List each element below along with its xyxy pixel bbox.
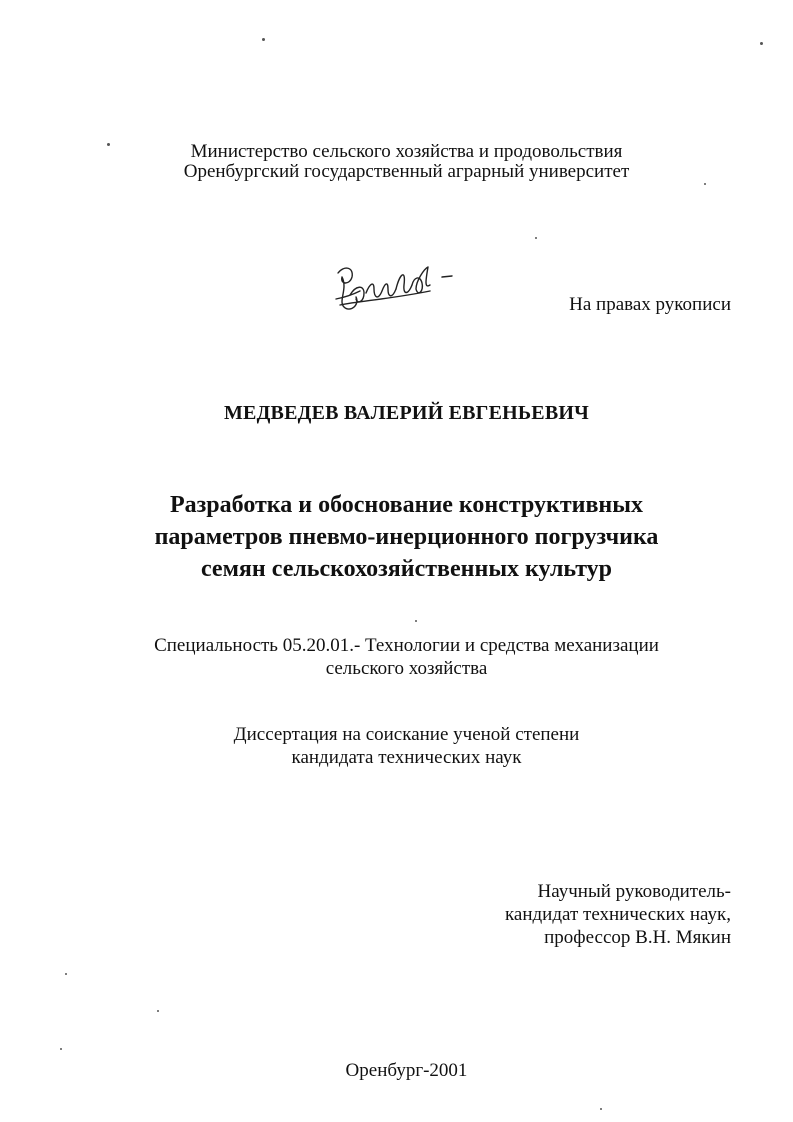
university-line: Оренбургский государственный аграрный университет (183, 161, 630, 182)
scan-speck (760, 42, 763, 45)
dissertation-title-line-3: семян сельскохозяйственных культур (200, 556, 613, 582)
scan-speck (600, 1108, 602, 1110)
handwritten-signature (330, 255, 460, 325)
scan-speck (60, 1048, 62, 1050)
supervisor-line-1: Научный руководитель- (537, 881, 731, 902)
specialty-line-2: сельского хозяйства (325, 658, 488, 679)
ministry-line: Министерство сельского хозяйства и продовольствия (190, 141, 623, 162)
degree-line-2: кандидата технических наук (291, 747, 522, 768)
scan-speck (262, 38, 265, 41)
dissertation-title-line-2: параметров пневмо-инерционного погрузчика (154, 524, 659, 550)
author-name: МЕДВЕДЕВ ВАЛЕРИЙ ЕВГЕНЬЕВИЧ (223, 402, 590, 424)
dissertation-title-line-1: Разработка и обоснование конструктивных (169, 492, 643, 518)
manuscript-rights-note: На правах рукописи (569, 294, 731, 315)
specialty-line-1: Специальность 05.20.01.- Технологии и средства механизации (154, 635, 659, 656)
supervisor-line-3: профессор В.Н. Мякин (544, 927, 731, 948)
scan-speck (65, 973, 67, 975)
scan-speck (535, 237, 537, 239)
city-year: Оренбург-2001 (345, 1060, 468, 1081)
scan-speck (157, 1010, 159, 1012)
degree-line-1: Диссертация на соискание ученой степени (233, 724, 580, 745)
scan-speck (415, 620, 417, 622)
supervisor-line-2: кандидат технических наук, (504, 904, 731, 925)
